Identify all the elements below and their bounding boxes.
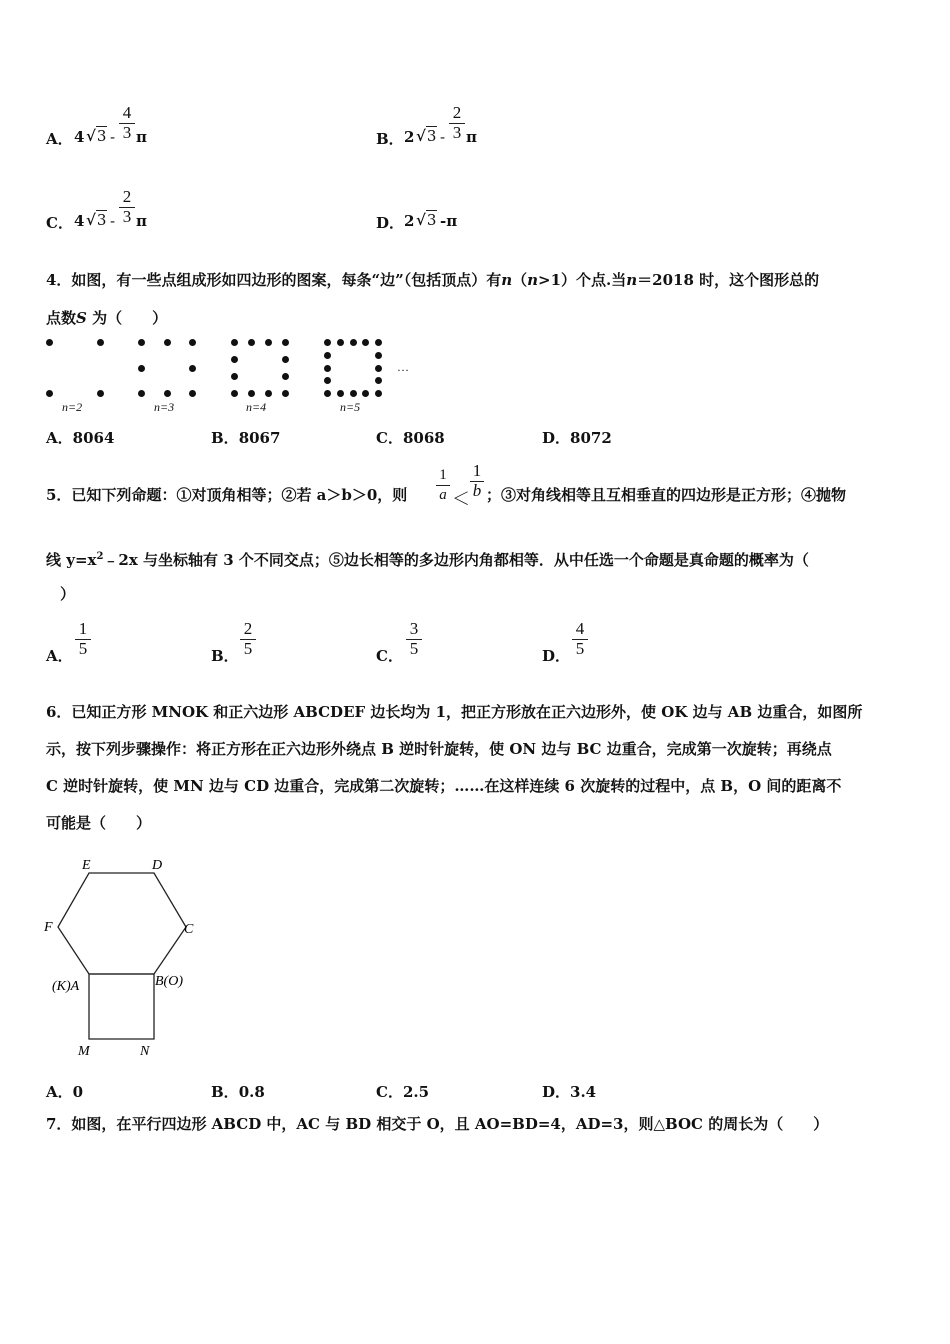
q6-stem-line4: 可能是（ ） <box>46 814 152 832</box>
option-letter: B． <box>376 130 404 148</box>
radicand: 3 <box>426 211 437 229</box>
dot <box>350 390 357 397</box>
hexagon <box>58 873 186 974</box>
option-value: 8067 <box>238 429 281 447</box>
label-n: N <box>140 1044 150 1059</box>
fraction-denominator: 3 <box>122 123 132 142</box>
fraction <box>449 104 465 142</box>
q4-option-b[interactable] <box>211 427 280 448</box>
dot <box>231 356 238 363</box>
label-d: D <box>152 858 163 873</box>
dot <box>248 339 255 346</box>
dot <box>324 352 331 359</box>
dot <box>189 339 196 346</box>
dot <box>375 352 382 359</box>
option-letter: A． <box>46 130 73 148</box>
q4-text: 4．如图，有一些点组成形如四边形的图案，每条“边”（包括顶点）有 <box>46 271 502 289</box>
fraction-1-over-b <box>470 462 484 500</box>
label-e: E <box>82 858 91 873</box>
dot <box>282 373 289 380</box>
dot <box>375 390 382 397</box>
coefficient: 2 <box>404 212 415 230</box>
q6-option-a[interactable] <box>46 1081 83 1102</box>
minus-sign: - <box>440 128 446 146</box>
radicand: 3 <box>96 211 107 229</box>
option-letter: A． <box>46 647 73 665</box>
sqrt-sign: √3 <box>86 127 107 145</box>
dot <box>362 339 369 346</box>
dot <box>46 390 53 397</box>
option-letter: D． <box>376 214 405 232</box>
minus-sign: - <box>110 128 116 146</box>
option-letter: C． <box>376 429 403 447</box>
fraction-numerator: 4 <box>572 620 588 640</box>
dot <box>189 365 196 372</box>
dot <box>138 339 145 346</box>
option-letter: B． <box>211 1083 239 1101</box>
var-n: n <box>501 271 513 289</box>
dot <box>350 339 357 346</box>
option-letter: D． <box>542 429 571 447</box>
fraction <box>119 104 135 142</box>
option-value: 3.4 <box>570 1083 597 1101</box>
q5-stem-line2 <box>46 547 809 570</box>
dot <box>248 390 255 397</box>
fraction-denominator: 3 <box>122 207 132 226</box>
q6-option-d[interactable] <box>542 1081 596 1102</box>
q6-option-c[interactable] <box>376 1081 429 1102</box>
dot <box>265 390 272 397</box>
dot <box>164 390 171 397</box>
dot <box>324 339 331 346</box>
fraction-numerator: 1 <box>75 620 91 640</box>
q4-option-d[interactable] <box>542 427 612 448</box>
option-value: 8064 <box>72 429 115 447</box>
dot <box>138 365 145 372</box>
sqrt-sign: √3 <box>416 127 437 145</box>
dot <box>375 377 382 384</box>
sqrt-sign: √3 <box>416 211 437 229</box>
fraction-numerator: 2 <box>119 188 135 208</box>
fraction-denominator: 5 <box>243 639 253 658</box>
fraction <box>572 620 588 658</box>
fraction-numerator: 3 <box>406 620 422 640</box>
fraction-1-over-a <box>436 466 450 504</box>
tail-term: -π <box>440 212 458 230</box>
option-letter: C． <box>46 214 73 232</box>
option-letter: B． <box>211 647 239 665</box>
q4-text: 点数 <box>46 309 77 327</box>
label-b-o: B(O) <box>155 974 183 989</box>
q5-stem-line1b: ；③对角线相等且互相垂直的四边形是正方形；④抛物 <box>486 486 847 504</box>
fraction <box>75 620 91 658</box>
option-letter: D． <box>542 1083 571 1101</box>
dot <box>337 390 344 397</box>
fraction-denominator: 5 <box>78 639 88 658</box>
q5-text: 线 y=x <box>46 551 97 569</box>
q6-option-b[interactable] <box>211 1081 265 1102</box>
fraction-denominator: 5 <box>575 639 585 658</box>
fraction-numerator: 4 <box>119 104 135 124</box>
q4-text: ＝2018 时，这个图形总的 <box>637 271 820 289</box>
exponent: 2 <box>96 551 104 562</box>
var-n: n <box>527 271 539 289</box>
dot <box>375 365 382 372</box>
figure-label-n2: n=2 <box>62 400 83 414</box>
pi-symbol: π <box>136 128 147 146</box>
label-f: F <box>44 920 53 935</box>
option-letter: C． <box>376 1083 403 1101</box>
label-c: C <box>184 922 194 937</box>
pi-symbol: π <box>136 212 147 230</box>
q4-option-c[interactable] <box>376 427 445 448</box>
fraction-denominator: 3 <box>452 123 462 142</box>
fraction-numerator: 2 <box>240 620 256 640</box>
dot <box>138 390 145 397</box>
q4-stem-line1 <box>46 270 819 290</box>
dot <box>324 390 331 397</box>
var-s: S <box>76 309 87 327</box>
dot <box>282 339 289 346</box>
dot <box>362 390 369 397</box>
dot <box>282 390 289 397</box>
minus-sign: - <box>110 212 116 230</box>
q4-text: 为（ ） <box>86 309 168 327</box>
dot <box>97 339 104 346</box>
dot <box>375 339 382 346</box>
option-letter: B． <box>211 429 239 447</box>
figure-label-n5: n=5 <box>340 400 361 414</box>
coefficient: 4 <box>74 128 85 146</box>
dot <box>46 339 53 346</box>
fraction-denominator: a <box>439 487 447 503</box>
coefficient: 4 <box>74 212 85 230</box>
dot <box>231 339 238 346</box>
option-letter: A． <box>46 1083 73 1101</box>
q7-stem-line1: 7．如图，在平行四边形 ABCD 中，AC 与 BD 相交于 O，且 AO=BD=4，AD=3，则△BOC 的周长为（ ） <box>46 1115 829 1133</box>
q4-stem-line2 <box>46 308 167 328</box>
dot <box>324 365 331 372</box>
fraction <box>119 188 135 226</box>
dot <box>231 390 238 397</box>
fraction-numerator: 1 <box>436 466 450 486</box>
q6-stem-line3: C 逆时针旋转，使 MN 边与 CD 边重合，完成第二次旋转；……在这样连续 6 次旋转的过程中，点 B，O 间的距离不 <box>46 777 842 795</box>
fraction <box>406 620 422 658</box>
option-letter: C． <box>376 647 403 665</box>
option-value: 0.8 <box>238 1083 265 1101</box>
q5-text: ﹣2x 与坐标轴有 3 个不同交点；⑤边长相等的多边形内角都相等．从中任选一个命题是真命题的概率为（ <box>103 551 809 569</box>
dot <box>324 377 331 384</box>
q4-option-a[interactable] <box>46 427 114 448</box>
ellipsis: … <box>397 360 409 374</box>
fraction-numerator: 1 <box>470 462 484 482</box>
q6-hexagon-square-figure <box>40 852 205 1062</box>
radicand: 3 <box>426 127 437 145</box>
dot <box>282 356 289 363</box>
q4-text: >1）个点.当 <box>538 271 627 289</box>
dot <box>97 390 104 397</box>
dot <box>265 339 272 346</box>
coefficient: 2 <box>404 128 415 146</box>
radicand: 3 <box>96 127 107 145</box>
option-letter: D． <box>542 647 571 665</box>
figure-label-n4: n=4 <box>246 400 267 414</box>
dot <box>337 339 344 346</box>
option-value: 2.5 <box>402 1083 430 1101</box>
var-n: n <box>626 271 638 289</box>
q4-text: （ <box>512 271 528 289</box>
fraction-denominator: 5 <box>409 639 419 658</box>
square <box>89 974 154 1039</box>
dot <box>189 390 196 397</box>
fraction-numerator: 2 <box>449 104 465 124</box>
dot <box>164 339 171 346</box>
label-m: M <box>78 1044 90 1059</box>
q6-stem-line1: 6．已知正方形 MNOK 和正六边形 ABCDEF 边长均为 1，把正方形放在正六边形外，使 OK 边与 AB 边重合，如图所 <box>46 703 863 721</box>
pi-symbol: π <box>466 128 477 146</box>
option-value: 0 <box>72 1083 84 1101</box>
option-value: 8068 <box>402 429 445 447</box>
option-letter: A． <box>46 429 73 447</box>
dot <box>231 373 238 380</box>
sqrt-sign: √3 <box>86 211 107 229</box>
figure-label-n3: n=3 <box>154 400 175 414</box>
option-value: 8072 <box>570 429 612 447</box>
label-k-a: (K)A <box>52 979 80 994</box>
less-than-sign: ＜ <box>452 489 470 510</box>
q6-stem-line2: 示，按下列步骤操作：将正方形在正六边形外绕点 B 逆时针旋转，使 ON 边与 BC 边重合，完成第一次旋转；再绕点 <box>46 740 832 758</box>
q5-stem-line1a: 5．已知下列命题：①对顶角相等；②若 a＞b＞0，则 <box>46 486 408 504</box>
fraction <box>240 620 256 658</box>
fraction-denominator: b <box>472 481 482 500</box>
q5-stem-line3: ） <box>60 585 76 603</box>
